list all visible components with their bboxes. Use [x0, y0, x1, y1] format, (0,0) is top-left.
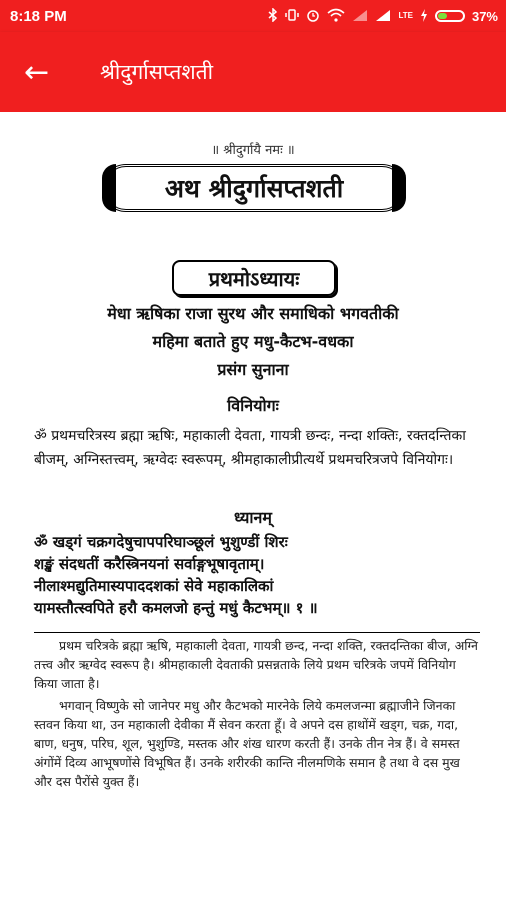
translation-paragraph-1: प्रथम चरित्रके ब्रह्मा ऋषि, महाकाली देवता, गायत्री छन्द, नन्दा शक्ति, रक्तदन्तिका बीज, अग्नि तत्त्व और ऋग्वेद स्वरूप है। श्रीमहाकाली देवताकी प्रसन्नताके लिये प्रथम चरित्रके जपमें विनियोग किया जाता है।	[34, 638, 478, 691]
verse-line-1: ॐ खड्गं चक्रगदेषुचापपरिघाञ्छूलं भुशुण्डीं शिरः	[34, 533, 288, 551]
alarm-icon	[306, 8, 320, 24]
subtitle-line-2: महिमा बताते हुए मधु-कैटभ-वधका	[152, 332, 354, 351]
verse-line-2: शङ्खं संदधतीं करैस्त्रिनयनां सर्वाङ्गभूषावृताम्।	[34, 555, 265, 573]
wifi-icon	[327, 8, 345, 24]
viniyoga-text: ॐ प्रथमचरित्रस्य ब्रह्मा ऋषिः, महाकाली देवता, गायत्री छन्दः, नन्दा शक्तिः, रक्तदन्तिका बीजम्, अग्निस्तत्त्वम्, ऋग्वेदः स्वरूपम्, श्रीमहाकालीप्रीत्यर्थे प्रथमचरित्रजपे विनियोगः।	[34, 428, 466, 468]
main-title-frame	[102, 164, 406, 212]
status-bar	[0, 0, 506, 32]
battery-percent: 37%	[471, 8, 498, 24]
dhyanam-heading: ध्यानम्	[234, 508, 272, 527]
chapter-frame	[172, 260, 336, 296]
app-title: श्रीदुर्गासप्तशती	[100, 60, 214, 84]
lte-label: LTE	[398, 11, 413, 20]
signal-icon	[352, 9, 368, 24]
back-arrow-icon[interactable]: ←	[24, 54, 50, 90]
status-icons	[268, 8, 498, 24]
invocation-line: ॥ श्रीदुर्गायै नमः ॥	[211, 143, 295, 158]
signal-lte-icon	[375, 9, 391, 24]
battery-fill	[438, 13, 447, 19]
app-bar	[0, 32, 506, 112]
divider	[34, 632, 480, 633]
battery-icon	[435, 10, 465, 22]
charging-icon	[420, 9, 428, 24]
subtitle-line-3: प्रसंग सुनाना	[217, 360, 289, 379]
main-title: अथ श्रीदुर्गासप्तशती	[164, 174, 344, 203]
verse-line-4: यामस्तौत्स्वपिते हरौ कमलजो हन्तुं मधुं कैटभम्॥ १ ॥	[34, 599, 318, 617]
viniyoga-heading: विनियोगः	[227, 396, 279, 415]
subtitle-line-1: मेधा ऋषिका राजा सुरथ और समाधिको भगवतीकी	[107, 304, 399, 323]
vibrate-icon	[285, 8, 299, 24]
bluetooth-icon	[268, 8, 278, 24]
document-page[interactable]	[0, 112, 506, 900]
status-time: 8:18 PM	[10, 7, 67, 25]
verse-line-3: नीलाश्मद्युतिमास्यपाददशकां सेवे महाकालिकां	[34, 577, 274, 595]
chapter-title: प्रथमोऽध्यायः	[208, 266, 300, 291]
translation-paragraph-2: भगवान् विष्णुके सो जानेपर मधु और कैटभको मारनेके लिये कमलजन्मा ब्रह्माजीने जिनका स्तवन किया था, उन महाकाली देवीका मैं सेवन करता हूँ। वे अपने दस हाथोंमें खड्ग, चक्र, गदा, बाण, धनुष, परिघ, शूल, भुशुण्डि, मस्तक और शंख धारण करती हैं। उनके तीन नेत्र हैं। वे समस्त अंगोंमें दिव्य आभूषणोंसे विभूषित हैं। उनके शरीरकी कान्ति नीलमणिके समान है तथा वे दस मुख और दस पैरोंसे युक्त हैं।	[34, 698, 460, 789]
